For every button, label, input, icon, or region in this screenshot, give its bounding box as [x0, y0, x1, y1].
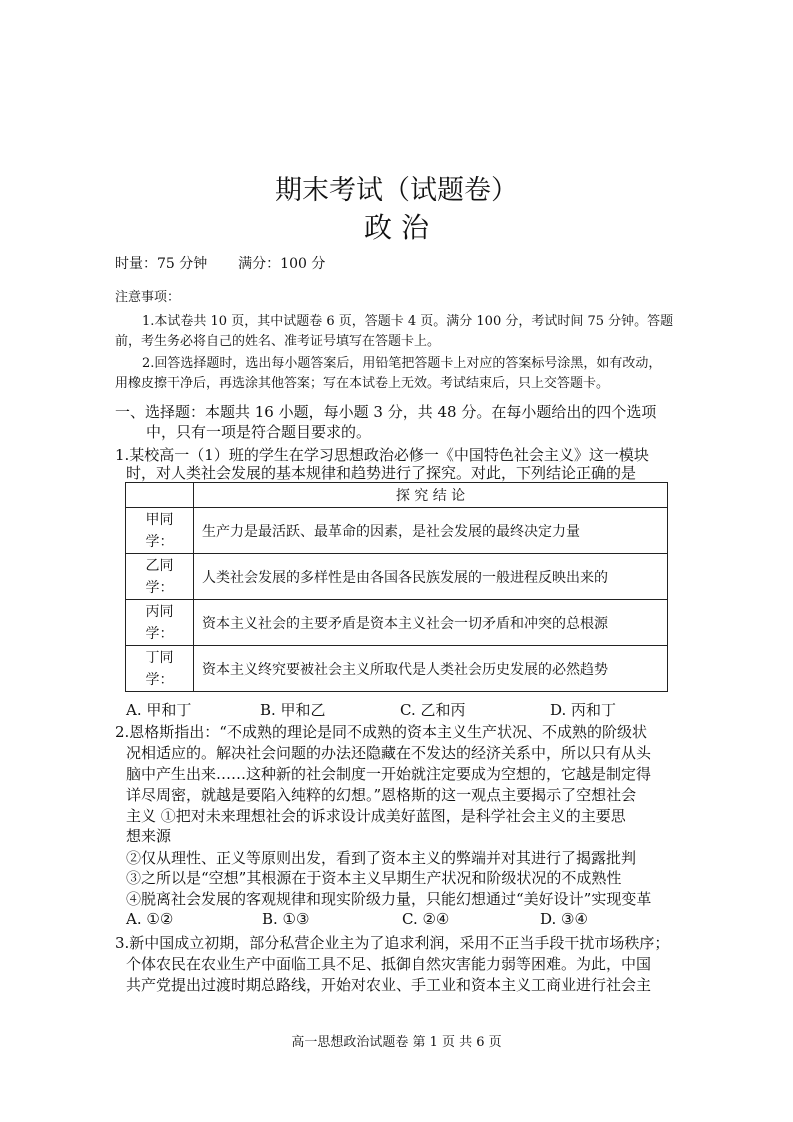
section1-line2: 中，只有一项是符合题目要求的。 — [146, 423, 372, 441]
q2-option-c: C. ②④ — [402, 910, 450, 928]
exam-meta — [115, 253, 325, 273]
q1-table — [125, 482, 668, 692]
q2-line3: 脑中产生出来……这种新的社会制度一开始就注定要成为空想的，它越是制定得 — [126, 765, 652, 783]
notice-item2-line2: 用橡皮擦干净后，再选涂其他答案；写在本试卷上无效。考试结束后，只上交答题卡。 — [115, 376, 610, 391]
table-row — [126, 600, 668, 646]
q2-option-b: B. ①③ — [262, 910, 310, 928]
q2-option-d: D. ③④ — [540, 910, 588, 928]
q2-line6: 想来源 — [126, 827, 172, 845]
student-cell: 甲同 学： — [126, 508, 194, 554]
q2-line9: ④脱离社会发展的客观规律和现实阶级力量，只能幻想通过“美好设计”实现变革 — [126, 890, 652, 908]
q1-line1: 1.某校高一（1）班的学生在学习思想政治必修一《中国特色社会主义》这一模块 — [115, 446, 649, 464]
q1-line2: 时，对人类社会发展的基本规律和趋势进行了探究。对此，下列结论正确的是 — [126, 464, 637, 482]
section1-line1: 一、选择题：本题共 16 小题，每小题 3 分，共 48 分。在每小题给出的四个选项 — [115, 403, 657, 421]
q2-line7: ②仅从理性、正义等原则出发，看到了资本主义的弊端并对其进行了揭露批判 — [126, 849, 637, 867]
student-cell: 丙同 学： — [126, 600, 194, 646]
q3-line2: 个体农民在农业生产中面临工具不足、抵御自然灾害能力弱等困难。为此，中国 — [126, 955, 652, 973]
q2-line1: 2.恩格斯指出：“不成熟的理论是同不成熟的资本主义生产状况、不成熟的阶级状 — [115, 723, 647, 741]
notice-item1-line1: 1.本试卷共 10 页，其中试题卷 6 页，答题卡 4 页。满分 100 分，考试时间 75 分钟。答题 — [142, 314, 674, 329]
table-row — [126, 554, 668, 600]
q2-line5: 主义 ①把对未来理想社会的诉求设计成美好蓝图，是科学社会主义的主要思 — [126, 807, 626, 825]
table-row — [126, 646, 668, 692]
q2-line2: 况相适应的。解决社会问题的办法还隐藏在不发达的经济关系中，所以只有从头 — [126, 744, 652, 762]
conclusion-cell: 人类社会发展的多样性是由各国各民族发展的一般进程反映出来的 — [194, 554, 668, 600]
conclusion-cell: 生产力是最活跃、最革命的因素，是社会发展的最终决定力量 — [194, 508, 668, 554]
page-footer: 高一思想政治试题卷 第 1 页 共 6 页 — [291, 1035, 502, 1050]
conclusion-cell: 资本主义终究要被社会主义所取代是人类社会历史发展的必然趋势 — [194, 646, 668, 692]
conclusion-cell: 资本主义社会的主要矛盾是资本主义社会一切矛盾和冲突的总根源 — [194, 600, 668, 646]
score-label: 满分：100 分 — [238, 256, 326, 272]
q1-option-b: B. 甲和乙 — [260, 701, 326, 719]
table-header-cell: 探 究 结 论 — [194, 483, 668, 508]
time-label: 时量：75 分钟 — [115, 256, 208, 272]
exam-title: 期末考试（试题卷） — [275, 175, 518, 206]
q2-line8: ③之所以是“空想”其根源在于资本主义早期生产状况和阶级状况的不成熟性 — [126, 869, 622, 887]
q1-option-c: C. 乙和丙 — [400, 701, 466, 719]
q1-option-a: A. 甲和丁 — [126, 701, 192, 719]
notice-item2-line1: 2.回答选择题时，选出每小题答案后，用铅笔把答题卡上对应的答案标号涂黑，如有改动， — [142, 356, 662, 371]
q1-option-d: D. 丙和丁 — [550, 701, 617, 719]
q3-line1: 3.新中国成立初期，部分私营企业主为了追求利润，采用不正当手段干扰市场秩序； — [115, 934, 670, 952]
table-row — [126, 508, 668, 554]
notice-item1-line2: 前，考生务必将自己的姓名、准考证号填写在答题卡上。 — [115, 334, 441, 349]
notice-heading: 注意事项： — [115, 290, 181, 305]
q2-option-a: A. ①② — [126, 910, 174, 928]
q3-line3: 共产党提出过渡时期总路线，开始对农业、手工业和资本主义工商业进行社会主 — [126, 976, 652, 994]
q2-line4: 详尽周密，就越是要陷入纯粹的幻想。”恩格斯的这一观点主要揭示了空想社会 — [126, 786, 637, 804]
student-cell: 乙同 学： — [126, 554, 194, 600]
student-cell: 丁同 学： — [126, 646, 194, 692]
subject-title: 政 治 — [364, 211, 429, 244]
table-corner-cell — [126, 483, 194, 508]
